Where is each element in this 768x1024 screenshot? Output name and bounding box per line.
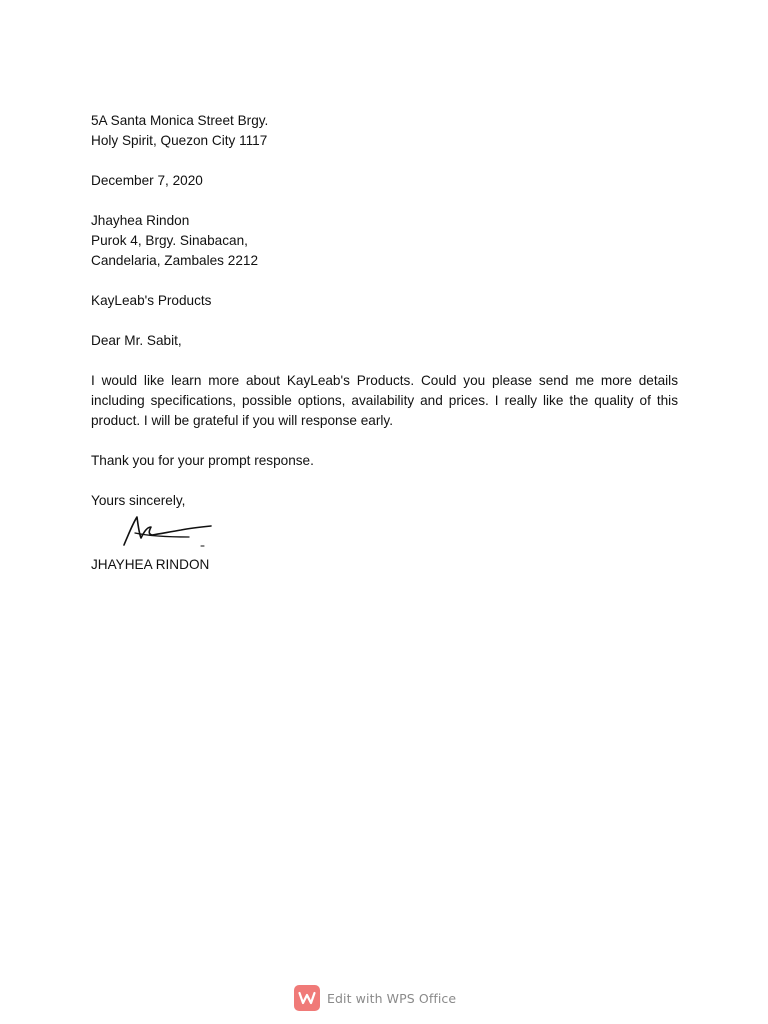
letter-body — [91, 111, 678, 575]
thanks-line: Thank you for your prompt response. — [91, 453, 314, 468]
signer-name: JHAYHEA RINDON — [91, 557, 210, 572]
body-paragraph: I would like learn more about KayLeab's Products. Could you please send me more details including specifications, possible options, availability and prices. I really like the quality of this product. I will be grateful if you will response early. — [91, 373, 678, 428]
letter-subject: KayLeab's Products — [91, 293, 212, 308]
wps-office-badge[interactable] — [294, 985, 456, 1011]
salutation: Dear Mr. Sabit, — [91, 333, 182, 348]
recipient-name: Jhayhea Rindon — [91, 213, 190, 228]
recipient-address-line-2: Candelaria, Zambales 2212 — [91, 253, 259, 268]
recipient-address-line-1: Purok 4, Brgy. Sinabacan, — [91, 233, 248, 248]
sender-address-line-1: 5A Santa Monica Street Brgy. — [91, 113, 269, 128]
sender-address-line-2: Holy Spirit, Quezon City 1117 — [91, 133, 268, 148]
handwritten-signature — [119, 511, 249, 551]
letter-date: December 7, 2020 — [91, 173, 203, 188]
edit-with-wps-label[interactable]: Edit with WPS Office — [327, 990, 457, 1006]
closing-line: Yours sincerely, — [91, 493, 186, 508]
wps-logo-icon — [294, 985, 320, 1011]
